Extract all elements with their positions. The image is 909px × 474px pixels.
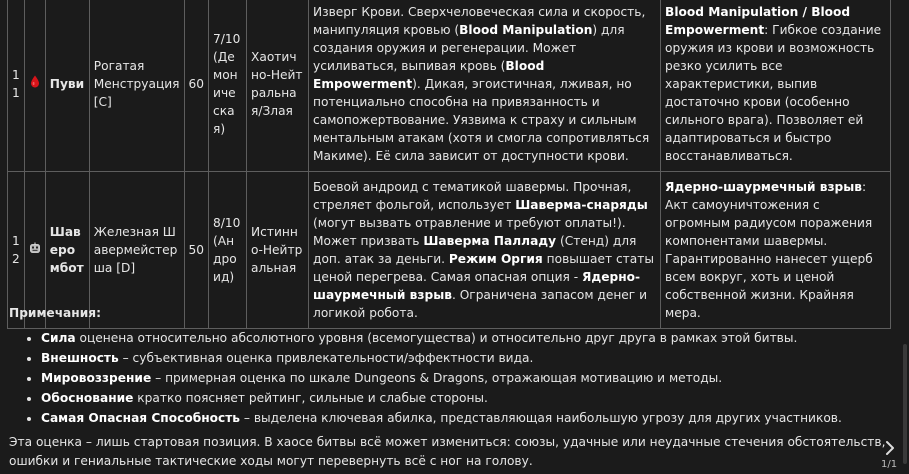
note-text: кратко поясняет рейтинг, сильные и слабые стороны. <box>133 391 488 405</box>
list-item <box>41 329 889 347</box>
note-text: – выделена ключевая абилка, представляющая наибольшую угрозу для других участников. <box>240 411 842 425</box>
bold-term: Blood Empowerment <box>313 59 545 91</box>
appearance-rating: 8/10 (Андроид) <box>209 172 247 329</box>
text-segment: : Гибкое создание оружия из крови и возможность резко усилить все характеристики, выпив достаточно крови (особенно сильного врага). Позволяет ей адаптироваться и быстро восстанавливаться. <box>665 23 882 163</box>
character-type: Рогатая Менструация [C] <box>89 0 184 172</box>
row-number-text: 1 1 <box>12 68 20 100</box>
bold-term: Ядерно-шаурмечный взрыв <box>665 180 863 194</box>
bold-term: Режим Оргия <box>448 252 543 266</box>
note-term: Обоснование <box>41 391 134 405</box>
text-segment: Изверг Крови. Сверхчеловеческая сила и скорость, манипуляция кровью ( <box>313 5 646 37</box>
alignment: Истинно-Нейтральная <box>247 172 309 329</box>
text-segment: . Ограничена запасом денег и логикой робота. <box>313 288 648 320</box>
dangerous-ability <box>661 0 891 172</box>
power-score: 60 <box>184 0 209 172</box>
notes-title: Примечания: <box>9 306 101 320</box>
text-segment: Боевой андроид с тематикой шавермы. Прочная, стреляет фольгой, использует <box>313 180 632 212</box>
note-text: оценена относительно абсолютного уровня (всемогущества) и относительно друг друга в рамках этой битвы. <box>75 331 798 345</box>
chevron-right-icon[interactable] <box>882 440 898 456</box>
alignment: Хаотично-Нейтральная/Злая <box>247 0 309 172</box>
text-segment: повышает статы ценой перегрева. Самая опасная опция - <box>313 252 654 284</box>
scrollbar-thumb[interactable] <box>903 344 907 464</box>
character-name: Пуви <box>45 0 89 172</box>
closing-paragraph: Эта оценка – лишь стартовая позиция. В хаосе битвы всё может измениться: союзы, удачные или неудачные стечения обстоятельств, ошибки и гениальные тактические ходы могут перевернуть всё с ног на голову. <box>9 435 886 468</box>
chevron-right-icon-svg <box>882 440 898 456</box>
note-text: – субъективная оценка привлекательности/эффектности вида. <box>118 351 534 365</box>
row-number-text: 1 2 <box>12 234 20 266</box>
text-segment: ). Дикая, эгоистичная, лживая, но потенциально способна на привязанность и самопожертвование. Уязвима к страху и сильным ментальным атакам (хотя и смогла сопротивляться Макиме). Её сила зависит от доступности крови. <box>313 77 650 163</box>
list-item <box>41 349 889 367</box>
bold-term: Blood Manipulation / Blood Empowerment <box>665 5 851 37</box>
note-term: Внешность <box>41 351 119 365</box>
character-name: Шаверомбот <box>45 172 89 329</box>
note-text: – примерная оценка по шкале Dungeons & Dragons, отражающая мотивацию и методы. <box>151 371 723 385</box>
ranking-table <box>7 0 891 329</box>
row-number <box>8 0 25 172</box>
list-item <box>41 389 889 407</box>
text-segment: (Стенд) для доп. атак за деньги. <box>313 234 637 266</box>
bold-term: Blood Manipulation <box>459 23 593 37</box>
blood-drop-icon <box>24 0 45 172</box>
text-segment: ) для создания оружия и регенерации. Может усиливаться, выпивая кровь ( <box>313 23 625 73</box>
text-segment: : Акт самоуничтожения с огромным радиусом поражения компонентами шавермы. Гарантированно нанесет ущерб всем вокруг, хоть и ценой собственной жизни. Крайняя мера. <box>665 180 873 320</box>
note-term: Сила <box>41 331 76 345</box>
text-segment: (могут вызвать отравление и требуют оплаты!). Может призвать <box>313 216 626 248</box>
scrollbar[interactable] <box>901 0 909 474</box>
character-type: Железная Шавермейстерша [D] <box>89 172 184 329</box>
page-indicator: 1/1 <box>881 459 898 470</box>
table-row <box>8 0 891 172</box>
note-term: Самая Опасная Способность <box>41 411 240 425</box>
bold-term: Шаверма-снаряды <box>515 198 648 212</box>
note-term: Мировоззрение <box>41 371 152 385</box>
bold-term: Ядерно-шаурмечный взрыв <box>313 270 641 302</box>
blood-drop-icon-svg <box>30 75 40 88</box>
justification <box>309 0 661 172</box>
list-item <box>41 369 889 387</box>
robot-face-icon-svg <box>29 242 41 254</box>
notes-list <box>9 329 889 427</box>
power-score: 50 <box>184 172 209 329</box>
list-item <box>41 409 889 427</box>
bold-term: Шаверма Палладу <box>423 234 557 248</box>
notes-section <box>9 304 889 471</box>
appearance-rating: 7/10 (Демоническая) <box>209 0 247 172</box>
